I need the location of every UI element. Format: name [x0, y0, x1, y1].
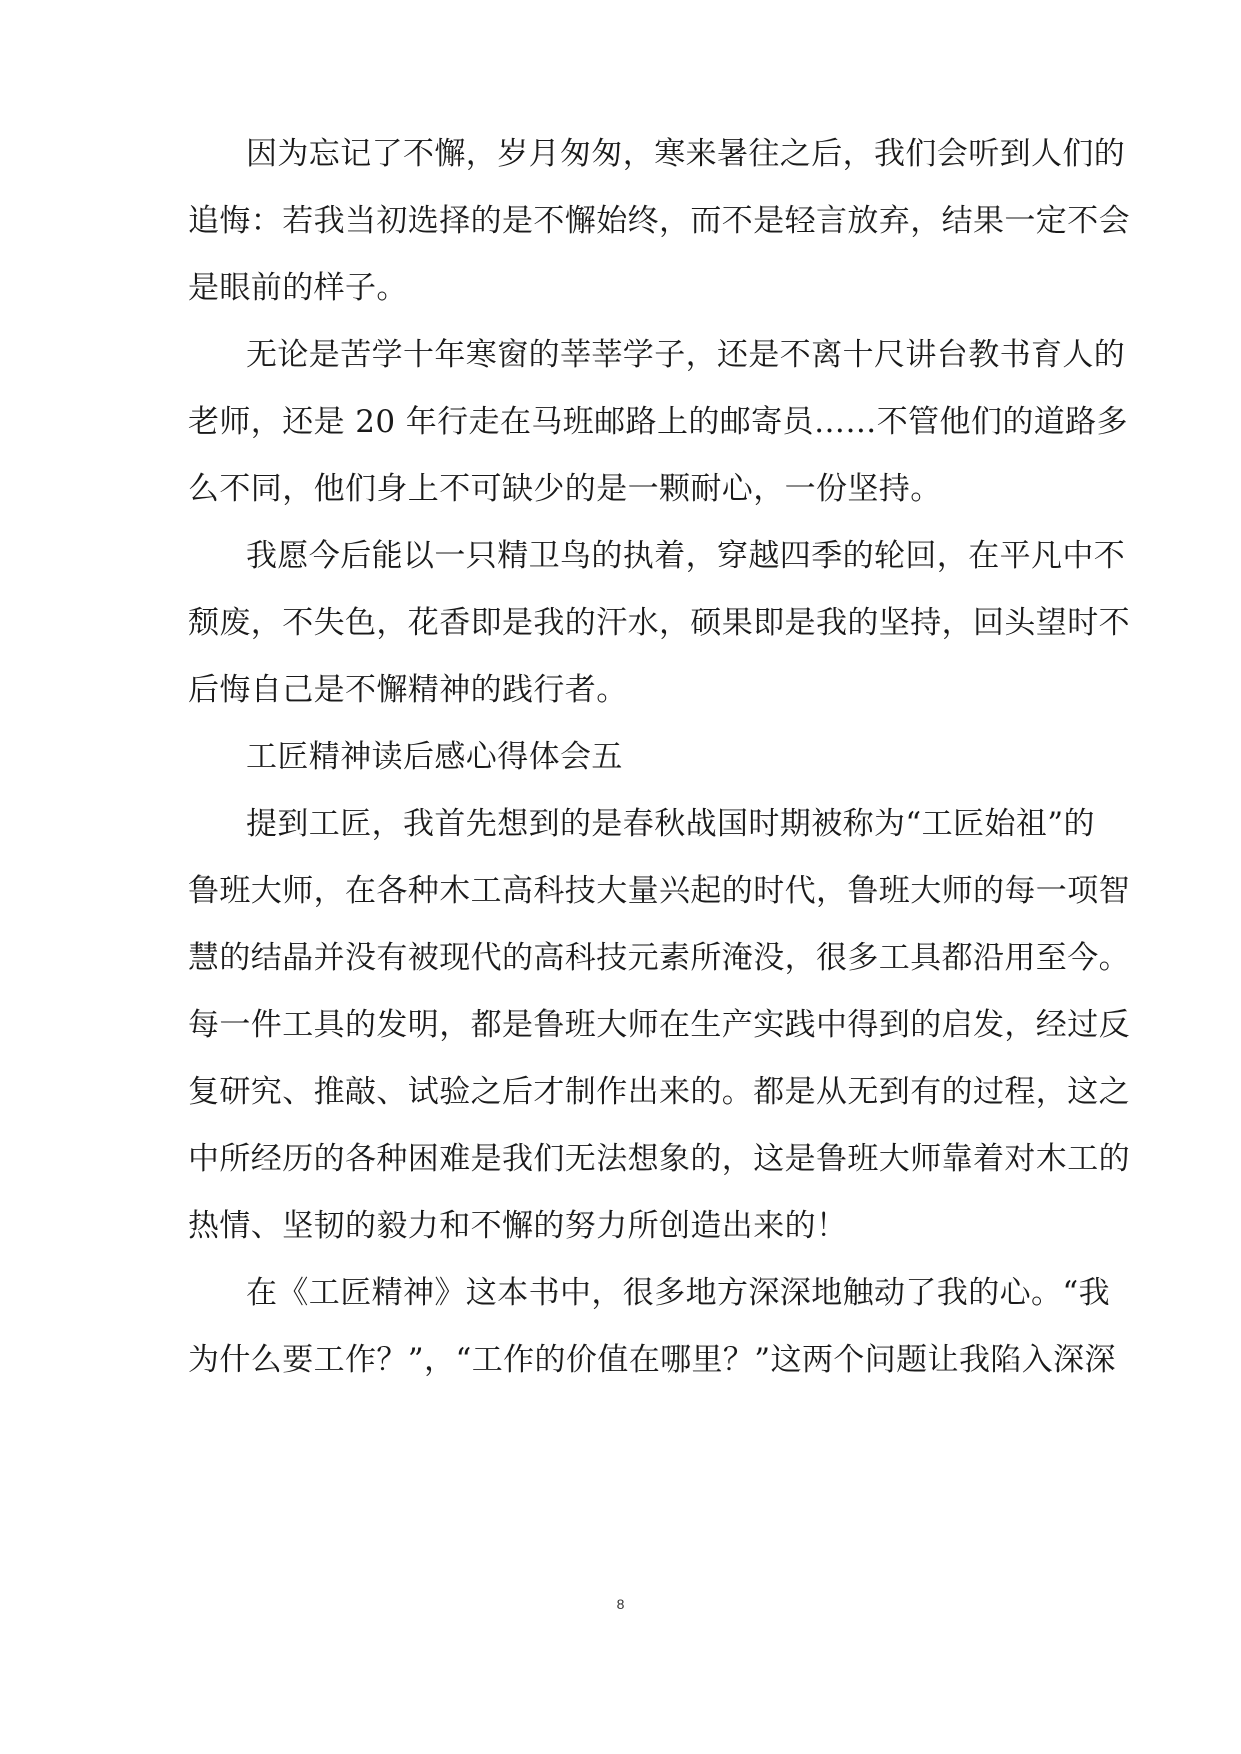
text-line: 热情、坚韧的毅力和不懈的努力所创造出来的！	[188, 1208, 848, 1244]
text-line: 后悔自己是不懈精神的践行者。	[188, 672, 628, 708]
text-line: 在《工匠精神》这本书中，很多地方深深地触动了我的心。“我	[246, 1275, 1111, 1311]
text-line: 中所经历的各种困难是我们无法想象的，这是鲁班大师靠着对木工的	[188, 1141, 1130, 1177]
page-number: 8	[616, 1596, 625, 1612]
text-line: 复研究、推敲、试验之后才制作出来的。都是从无到有的过程，这之	[188, 1074, 1130, 1110]
text-line: 老师，还是 20 年行走在马班邮路上的邮寄员……不管他们的道路多	[188, 404, 1128, 440]
text-line: 每一件工具的发明，都是鲁班大师在生产实践中得到的启发，经过反	[188, 1007, 1130, 1043]
text-line: 追悔：若我当初选择的是不懈始终，而不是轻言放弃，结果一定不会	[188, 203, 1130, 239]
section-heading: 工匠精神读后感心得体会五	[246, 739, 623, 775]
text-line: 么不同，他们身上不可缺少的是一颗耐心，一份坚持。	[188, 471, 942, 507]
text-line: 鲁班大师，在各种木工高科技大量兴起的时代，鲁班大师的每一项智	[188, 873, 1130, 909]
text-line: 无论是苦学十年寒窗的莘莘学子，还是不离十尺讲台教书育人的	[246, 337, 1126, 373]
text-line: 为什么要工作？”，“工作的价值在哪里？”这两个问题让我陷入深深	[188, 1342, 1116, 1378]
text-line: 颓废，不失色，花香即是我的汗水，硕果即是我的坚持，回头望时不	[188, 605, 1130, 641]
text-line: 我愿今后能以一只精卫鸟的执着，穿越四季的轮回，在平凡中不	[246, 538, 1126, 574]
text-line: 因为忘记了不懈，岁月匆匆，寒来暑往之后，我们会听到人们的	[246, 136, 1126, 172]
text-line: 慧的结晶并没有被现代的高科技元素所淹没，很多工具都沿用至今。	[188, 940, 1130, 976]
text-line: 提到工匠，我首先想到的是春秋战国时期被称为“工匠始祖”的	[246, 806, 1095, 842]
text-line: 是眼前的样子。	[188, 270, 408, 306]
